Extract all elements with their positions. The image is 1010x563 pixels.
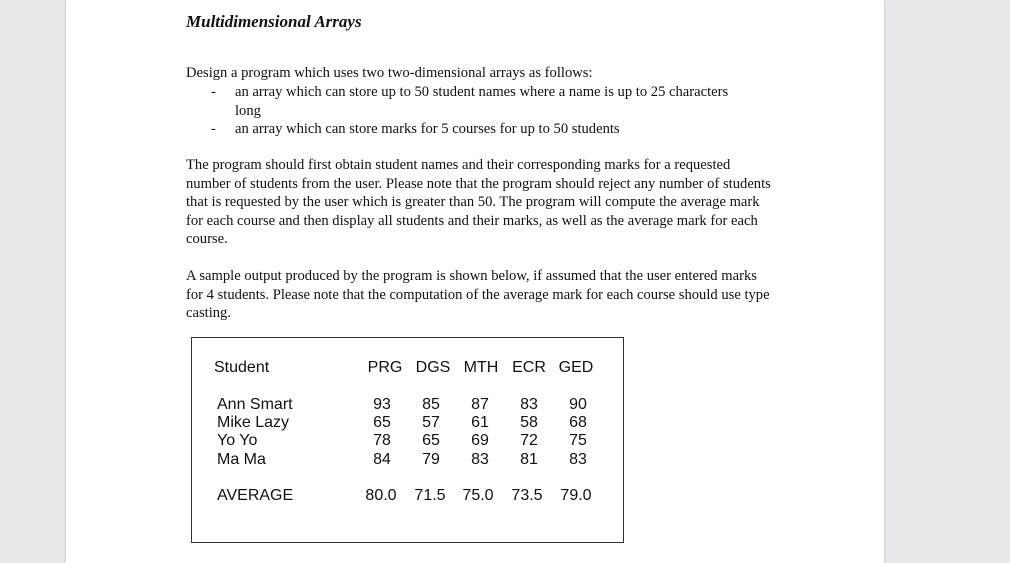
student-name: Ma Ma — [217, 451, 266, 468]
average-cell: 80.0 — [365, 487, 397, 504]
average-label: AVERAGE — [217, 487, 294, 504]
student-name: Ann Smart — [217, 396, 293, 413]
mark-cell: 58 — [520, 414, 538, 431]
mark-cell: 57 — [422, 414, 440, 431]
mark-cell: 85 — [422, 396, 440, 413]
mark-cell: 61 — [471, 414, 489, 431]
course-header-mth: MTH — [463, 359, 499, 376]
document-page — [66, 0, 884, 563]
mark-cell: 83 — [520, 396, 538, 413]
student-name: Mike Lazy — [217, 414, 290, 431]
mark-cell: 78 — [373, 432, 391, 449]
intro-paragraph: Design a program which uses two two-dimensional arrays as follows: — [186, 65, 593, 81]
course-header-prg: PRG — [367, 359, 403, 376]
list-item: - an array which can store up to 50 student names where a name is up to 25 characters long — [211, 84, 729, 119]
student-column-header: Student — [214, 359, 270, 376]
average-cell: 73.5 — [511, 487, 543, 504]
mark-cell: 83 — [471, 451, 489, 468]
mark-cell: 65 — [373, 414, 391, 431]
mark-cell: 68 — [569, 414, 587, 431]
average-cell: 71.5 — [414, 487, 446, 504]
array-requirements-list — [186, 83, 746, 139]
list-item: - an array which can store marks for 5 courses for up to 50 students — [211, 121, 620, 138]
mark-cell: 81 — [520, 451, 538, 468]
student-name: Yo Yo — [217, 432, 258, 449]
mark-cell: 83 — [569, 451, 587, 468]
mark-cell: 90 — [569, 396, 587, 413]
mark-cell: 84 — [373, 451, 391, 468]
sample-output-table — [191, 337, 624, 543]
average-cell: 75.0 — [462, 487, 494, 504]
document-heading: Multidimensional Arrays — [186, 12, 362, 31]
mark-cell: 69 — [471, 432, 489, 449]
average-cell: 79.0 — [560, 487, 592, 504]
course-header-ecr: ECR — [512, 359, 546, 376]
mark-cell: 79 — [422, 451, 440, 468]
mark-cell: 72 — [520, 432, 538, 449]
mark-cell: 75 — [569, 432, 587, 449]
course-header-dgs: DGS — [415, 359, 451, 376]
course-header-ged: GED — [558, 359, 594, 376]
program-description-paragraph: The program should first obtain student names and their corresponding marks for a requested number of students from the user. Please note that the program should reject any number of students that is requested by the user which is greater than 50. The program will compute the average mark for each course and then display all students and their marks, as well as the average mark for each course. — [186, 157, 771, 248]
mark-cell: 87 — [471, 396, 489, 413]
mark-cell: 93 — [373, 396, 391, 413]
sample-output-paragraph: A sample output produced by the program is shown below, if assumed that the user entered marks for 4 students. Please note that the computation of the average mark for each course should use type casting. — [186, 268, 770, 322]
mark-cell: 65 — [422, 432, 440, 449]
